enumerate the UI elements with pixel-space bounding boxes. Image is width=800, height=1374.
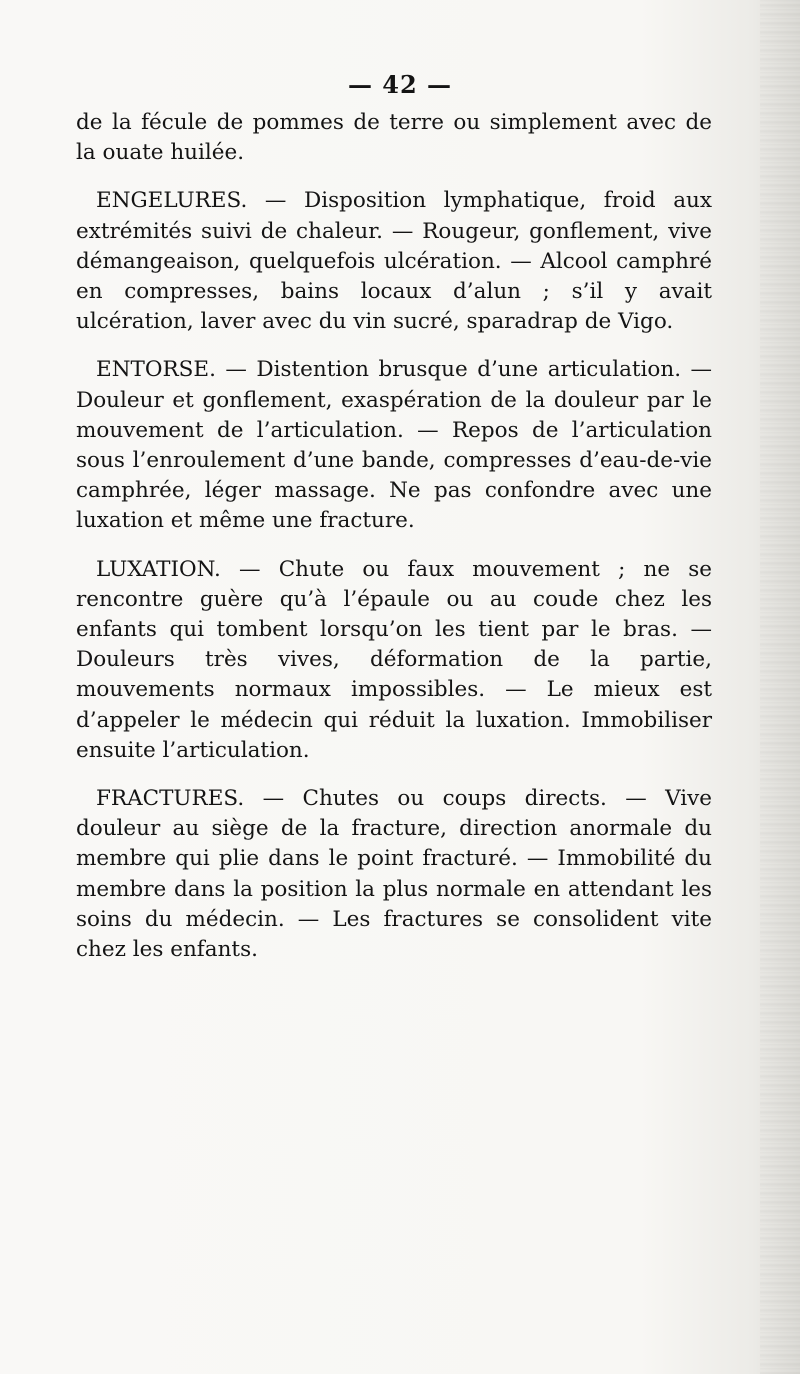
paragraph-fractures: FRACTURES. — Chutes ou coups directs. — Vive douleur au siège de la fracture, direction anormale du membre qui plie dans le point fracturé. — Immobilité du membre dans la position la plus normale en attendant les soins du médecin. — Les fractures se consolident vite chez les enfants. (76, 786, 712, 963)
paragraph-luxation: LUXATION. — Chute ou faux mouvement ; ne se rencontre guère qu’à l’épaule ou au coude chez les enfants qui tombent lorsqu’on les tient par le bras. — Douleurs très vives, déformation de la partie, mouvements normaux impossibles. — Le mieux est d’appeler le médecin qui réduit la luxation. Immobiliser ensuite l’articulation. (76, 556, 712, 763)
paragraph-engelures: ENGELURES. — Disposition lymphatique, froid aux extrémités suivi de chaleur. — Rougeur, gonflement, vive démangeaison, quelquefois ulcération. — Alcool camphré en compresses, bains locaux d’alun ; s’il y avait ulcération, laver avec du vin sucré, sparadrap de Vigo. (76, 188, 712, 335)
page-body (76, 108, 712, 983)
page-edge-shading (760, 0, 800, 1374)
page-number: — 42 — (347, 70, 453, 99)
paragraph-entorse: ENTORSE. — Distention brusque d’une articulation. — Douleur et gonflement, exaspération de la douleur par le mouvement de l’articulation. — Repos de l’articulation sous l’enroulement d’une bande, compresses d’eau-de-vie camphrée, léger massage. Ne pas confondre avec une luxation et même une fracture. (76, 357, 712, 534)
paragraph-continuation: de la fécule de pommes de terre ou simplement avec de la ouate huilée. (76, 110, 712, 166)
